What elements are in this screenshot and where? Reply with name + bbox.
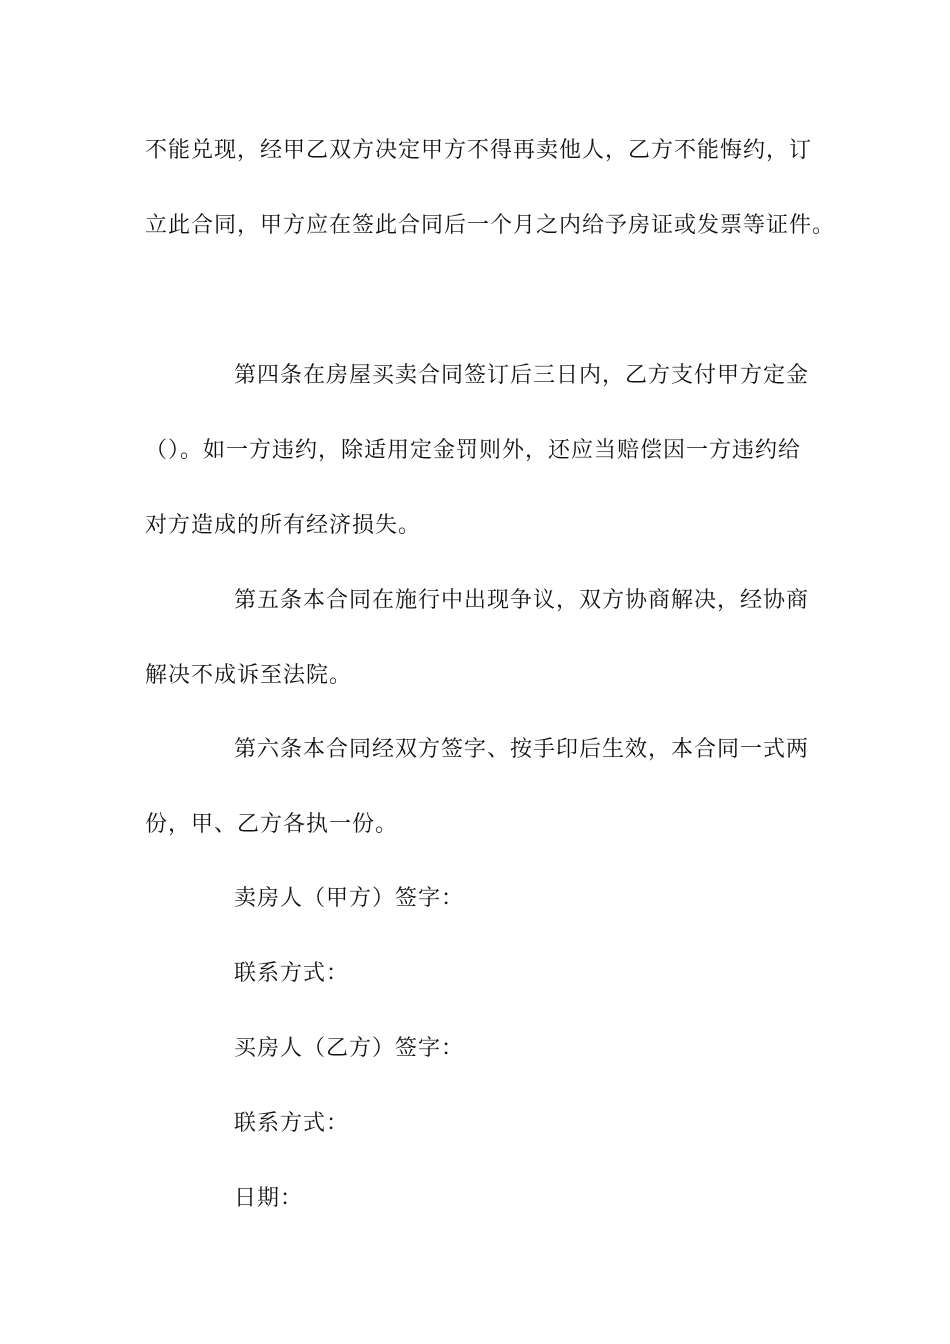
article-6-line-2: 份，甲、乙方各执一份。 bbox=[145, 812, 399, 837]
article-5-line-1: 第五条本合同在施行中出现争议，双方协商解决，经协商 bbox=[234, 588, 810, 613]
date-label: 日期： bbox=[234, 1186, 304, 1211]
buyer-contact-label: 联系方式： bbox=[234, 1111, 350, 1136]
paragraph-line-2: 立此合同，甲方应在签此合同后一个月之内给予房证或发票等证件。 bbox=[145, 213, 836, 238]
buyer-signature-label: 买房人（乙方）签字： bbox=[234, 1036, 465, 1061]
article-5-line-2: 解决不成诉至法院。 bbox=[145, 663, 353, 688]
paragraph-line-1: 不能兑现，经甲乙双方决定甲方不得再卖他人，乙方不能悔约，订 bbox=[145, 138, 813, 163]
seller-signature-label: 卖房人（甲方）签字： bbox=[234, 886, 465, 911]
article-4-line-2: （）。如一方违约，除适用定金罚则外，还应当赔偿因一方违约给 bbox=[145, 438, 802, 463]
article-6-line-1: 第六条本合同经双方签字、按手印后生效，本合同一式两 bbox=[234, 737, 810, 762]
article-4-line-1: 第四条在房屋买卖合同签订后三日内，乙方支付甲方定金 bbox=[234, 363, 810, 388]
seller-contact-label: 联系方式： bbox=[234, 961, 350, 986]
article-4-line-3: 对方造成的所有经济损失。 bbox=[145, 513, 422, 538]
